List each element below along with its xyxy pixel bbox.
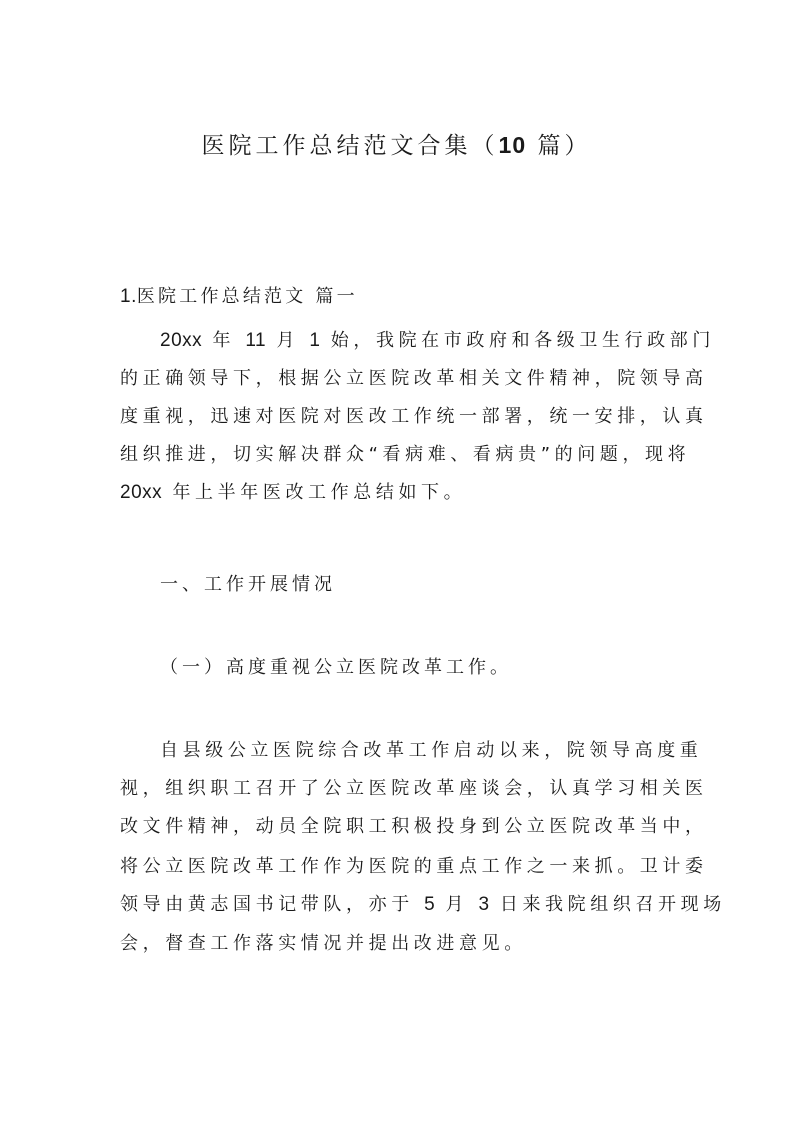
day-number: 1 (309, 330, 321, 351)
text-fragment: 年 (202, 330, 246, 351)
body-line-3: 改文件精神，动员全院职工积极投身到公立医院改革当中， (120, 816, 708, 837)
text-fragment: 领导由黄志国书记带队，亦于 (120, 894, 425, 915)
intro-line-4: 组织推进，切实解决群众“看病难、看病贵”的问题，现将 (120, 444, 691, 465)
text-fragment: 年上半年医改工作总结如下。 (162, 482, 467, 503)
heading-work-status: 一、工作开展情况 (160, 574, 336, 595)
text-fragment: 月 (435, 894, 479, 915)
subheading-reform: （一）高度重视公立医院改革工作。 (160, 657, 512, 678)
intro-line-5 (120, 476, 680, 510)
body-line-5 (120, 888, 726, 922)
year-text: 20xx (120, 482, 163, 503)
title-prefix: 医院工作总结范文合集（ (201, 133, 499, 159)
title-count: 10 (498, 132, 527, 158)
month-number: 5 (424, 894, 436, 915)
text-fragment: 日来我院组织召开现场 (489, 894, 726, 915)
section-heading (120, 280, 680, 314)
text-fragment: 始，我院在市政府和各级卫生行政部门 (320, 330, 715, 351)
body-line-4: 将公立医院改革工作作为医院的重点工作之一来抓。卫计委 (120, 856, 708, 877)
day-number: 3 (478, 894, 490, 915)
document-title (0, 128, 793, 163)
section-title: 医院工作总结范文 篇一 (136, 286, 358, 307)
text-fragment: 月 (266, 330, 310, 351)
body-line-6: 会，督查工作落实情况并提出改进意见。 (120, 933, 527, 954)
year-text: 20xx (160, 330, 203, 351)
intro-line-2: 的正确领导下，根据公立医院改革相关文件精神，院领导高 (120, 368, 708, 389)
intro-line-3: 度重视，迅速对医院对医改工作统一部署，统一安排，认真 (120, 406, 708, 427)
body-line-2: 视，组织职工召开了公立医院改革座谈会，认真学习相关医 (120, 778, 708, 799)
section-number: 1. (120, 286, 137, 307)
month-number: 11 (245, 330, 267, 351)
title-suffix: 篇） (526, 133, 592, 159)
intro-line-1 (120, 324, 720, 358)
body-line-1: 自县级公立医院综合改革工作启动以来，院领导高度重 (160, 740, 703, 761)
